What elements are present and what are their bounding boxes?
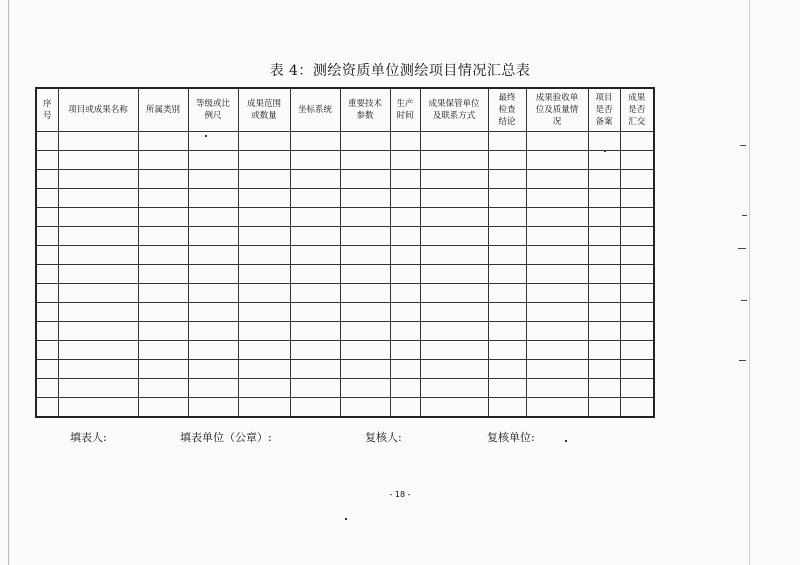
table-row [36,208,654,227]
page-right-edge [749,0,750,565]
table-cell [420,360,488,379]
table-cell [36,265,58,284]
table-cell [340,341,390,360]
table-row [36,132,654,151]
table-cell [390,360,420,379]
table-row [36,265,654,284]
table-cell [420,379,488,398]
table-cell [36,322,58,341]
table-cell [58,379,138,398]
reviewer-label: 复核人: [365,431,402,444]
table-cell [188,265,238,284]
scan-mark [741,300,747,301]
table-cell [420,132,488,151]
table-cell [138,227,188,246]
table-cell [188,151,238,170]
table-cell [36,189,58,208]
table-cell [188,132,238,151]
table-cell [238,189,290,208]
table-cell [390,132,420,151]
table-cell [238,132,290,151]
table-cell [340,265,390,284]
table-cell [588,303,620,322]
header-coordinate-system: 坐标系统 [290,88,340,132]
table-cell [138,322,188,341]
table-cell [526,303,588,322]
header-row [36,88,654,132]
table-cell [290,151,340,170]
table-cell [620,170,654,189]
table-cell [36,208,58,227]
table-cell [238,303,290,322]
table-cell [238,151,290,170]
table-cell [188,398,238,418]
table-cell [58,189,138,208]
table-cell [420,284,488,303]
table-cell [488,360,526,379]
table-cell [588,246,620,265]
header-serial-number: 序 号 [36,88,58,132]
table-cell [390,398,420,418]
table-cell [588,227,620,246]
table-cell [620,227,654,246]
table-row [36,284,654,303]
table-cell [526,284,588,303]
table-cell [390,265,420,284]
table-cell [420,303,488,322]
table-cell [340,189,390,208]
table-cell [390,322,420,341]
table-cell [420,265,488,284]
table-cell [420,341,488,360]
table-row [36,170,654,189]
table-cell [36,284,58,303]
table-cell [340,132,390,151]
table-cell [188,170,238,189]
scan-speck [565,440,567,442]
table-cell [420,398,488,418]
table-cell [340,227,390,246]
table-cell [588,398,620,418]
table-cell [340,284,390,303]
table-cell [488,379,526,398]
table-cell [620,189,654,208]
table-cell [526,322,588,341]
header-acceptance-unit: 成果验收单 位及质量情 况 [526,88,588,132]
table-cell [390,227,420,246]
table-cell [526,341,588,360]
table-cell [488,246,526,265]
table-cell [620,303,654,322]
header-production-time: 生产 时间 [390,88,420,132]
table-cell [290,360,340,379]
table-cell [188,322,238,341]
table-row [36,379,654,398]
table-cell [138,189,188,208]
table-cell [340,208,390,227]
table-cell [290,170,340,189]
table-cell [340,303,390,322]
table-cell [488,227,526,246]
table-cell [390,246,420,265]
table-cell [36,398,58,418]
table-cell [620,132,654,151]
table-cell [238,170,290,189]
table-cell [488,322,526,341]
table-cell [620,208,654,227]
table-cell [290,322,340,341]
table-cell [138,151,188,170]
table-title: 表 4：测绘资质单位测绘项目情况汇总表 [269,63,531,79]
table-cell [390,379,420,398]
table-cell [588,341,620,360]
table-cell [238,379,290,398]
table-cell [488,189,526,208]
table-cell [36,151,58,170]
header-project-name: 项目或成果名称 [58,88,138,132]
table-cell [188,208,238,227]
table-cell [588,189,620,208]
table-cell [588,379,620,398]
table-cell [526,170,588,189]
table-cell [58,360,138,379]
table-cell [138,265,188,284]
table-cell [390,284,420,303]
table-cell [488,208,526,227]
table-cell [36,246,58,265]
table-cell [138,284,188,303]
page-number: - 18 - [389,490,411,499]
table-cell [620,341,654,360]
table-cell [488,132,526,151]
table-cell [488,151,526,170]
reviewing-unit-label: 复核单位: [487,431,535,444]
table-cell [290,208,340,227]
table-cell [58,303,138,322]
table-cell [340,360,390,379]
table-cell [526,379,588,398]
table-cell [390,303,420,322]
table-cell [526,208,588,227]
table-cell [138,246,188,265]
table-cell [620,360,654,379]
table-cell [526,246,588,265]
table-cell [138,379,188,398]
table-cell [188,284,238,303]
table-cell [620,322,654,341]
table-row [36,360,654,379]
table-cell [36,170,58,189]
table-cell [620,379,654,398]
table-cell [58,208,138,227]
table-row [36,398,654,418]
table-row [36,189,654,208]
table-cell [290,341,340,360]
table-cell [588,132,620,151]
table-cell [188,189,238,208]
table-cell [420,151,488,170]
table-cell [238,360,290,379]
header-final-inspection: 最终 检查 结论 [488,88,526,132]
table-cell [620,151,654,170]
scan-mark [738,248,746,249]
table-cell [340,151,390,170]
table-cell [526,227,588,246]
summary-table [35,87,655,418]
table-cell [488,170,526,189]
scan-mark [739,360,746,361]
table-row [36,227,654,246]
header-technical-parameters: 重要技术 参数 [340,88,390,132]
table-cell [588,322,620,341]
table-row [36,322,654,341]
table-cell [58,132,138,151]
table-cell [188,360,238,379]
table-cell [588,208,620,227]
table-cell [58,151,138,170]
scan-mark [742,215,747,216]
filling-unit-label: 填表单位（公章）: [180,431,272,444]
table-cell [340,170,390,189]
table-cell [290,379,340,398]
table-cell [620,265,654,284]
table-cell [420,246,488,265]
table-cell [238,227,290,246]
table-cell [526,132,588,151]
table-cell [390,170,420,189]
table-row [36,151,654,170]
table-cell [390,189,420,208]
table-cell [488,284,526,303]
table-row [36,303,654,322]
table-cell [36,303,58,322]
table-cell [420,208,488,227]
table-cell [138,360,188,379]
table-row [36,246,654,265]
table-cell [58,170,138,189]
table-cell [588,170,620,189]
table-cell [290,246,340,265]
table-cell [340,322,390,341]
table-cell [138,303,188,322]
table-cell [526,151,588,170]
table-cell [290,284,340,303]
table-cell [526,360,588,379]
table-cell [36,227,58,246]
table-cell [58,265,138,284]
table-cell [588,284,620,303]
table-cell [188,379,238,398]
table-cell [238,284,290,303]
table-cell [390,208,420,227]
table-cell [290,189,340,208]
table-cell [290,303,340,322]
table-cell [290,265,340,284]
table-cell [420,227,488,246]
table-cell [238,208,290,227]
table-cell [526,398,588,418]
table-cell [238,322,290,341]
table-cell [138,132,188,151]
table-cell [238,341,290,360]
header-custodian: 成果保管单位 及联系方式 [420,88,488,132]
scan-speck [205,135,207,137]
table-cell [488,265,526,284]
header-scope: 成果范围 或数量 [238,88,290,132]
table-cell [588,265,620,284]
scan-speck [604,150,606,152]
table-cell [58,284,138,303]
table-cell [620,284,654,303]
header-category: 所属类别 [138,88,188,132]
table-cell [138,170,188,189]
scan-speck [345,518,347,520]
page-left-edge [8,0,9,565]
table-cell [290,132,340,151]
table-cell [620,398,654,418]
table-cell [188,341,238,360]
table-cell [620,246,654,265]
table-cell [188,303,238,322]
table-body [36,132,654,418]
table-cell [290,398,340,418]
table-cell [138,341,188,360]
table-row [36,341,654,360]
table-cell [420,189,488,208]
table-cell [238,265,290,284]
table-cell [188,246,238,265]
table-cell [138,208,188,227]
table-cell [390,151,420,170]
table-cell [36,379,58,398]
scan-mark [740,145,746,146]
table-cell [420,170,488,189]
table-cell [526,265,588,284]
table-cell [58,227,138,246]
table-cell [188,227,238,246]
table-cell [58,322,138,341]
table-cell [420,322,488,341]
table-cell [488,303,526,322]
header-submitted: 成果 是否 汇交 [620,88,654,132]
table-cell [238,246,290,265]
table-cell [36,132,58,151]
header-filed: 项目 是否 备案 [588,88,620,132]
table-cell [488,398,526,418]
table-cell [588,151,620,170]
table-cell [36,341,58,360]
table-cell [340,379,390,398]
table-cell [58,341,138,360]
table-cell [58,246,138,265]
table-cell [58,398,138,418]
table-cell [290,227,340,246]
table-cell [340,246,390,265]
table-cell [340,398,390,418]
table-cell [526,189,588,208]
table-cell [36,360,58,379]
filler-label: 填表人: [70,431,107,444]
table-cell [488,341,526,360]
table-cell [588,360,620,379]
header-scale: 等级或比 例尺 [188,88,238,132]
table-cell [238,398,290,418]
table-cell [138,398,188,418]
table-cell [390,341,420,360]
